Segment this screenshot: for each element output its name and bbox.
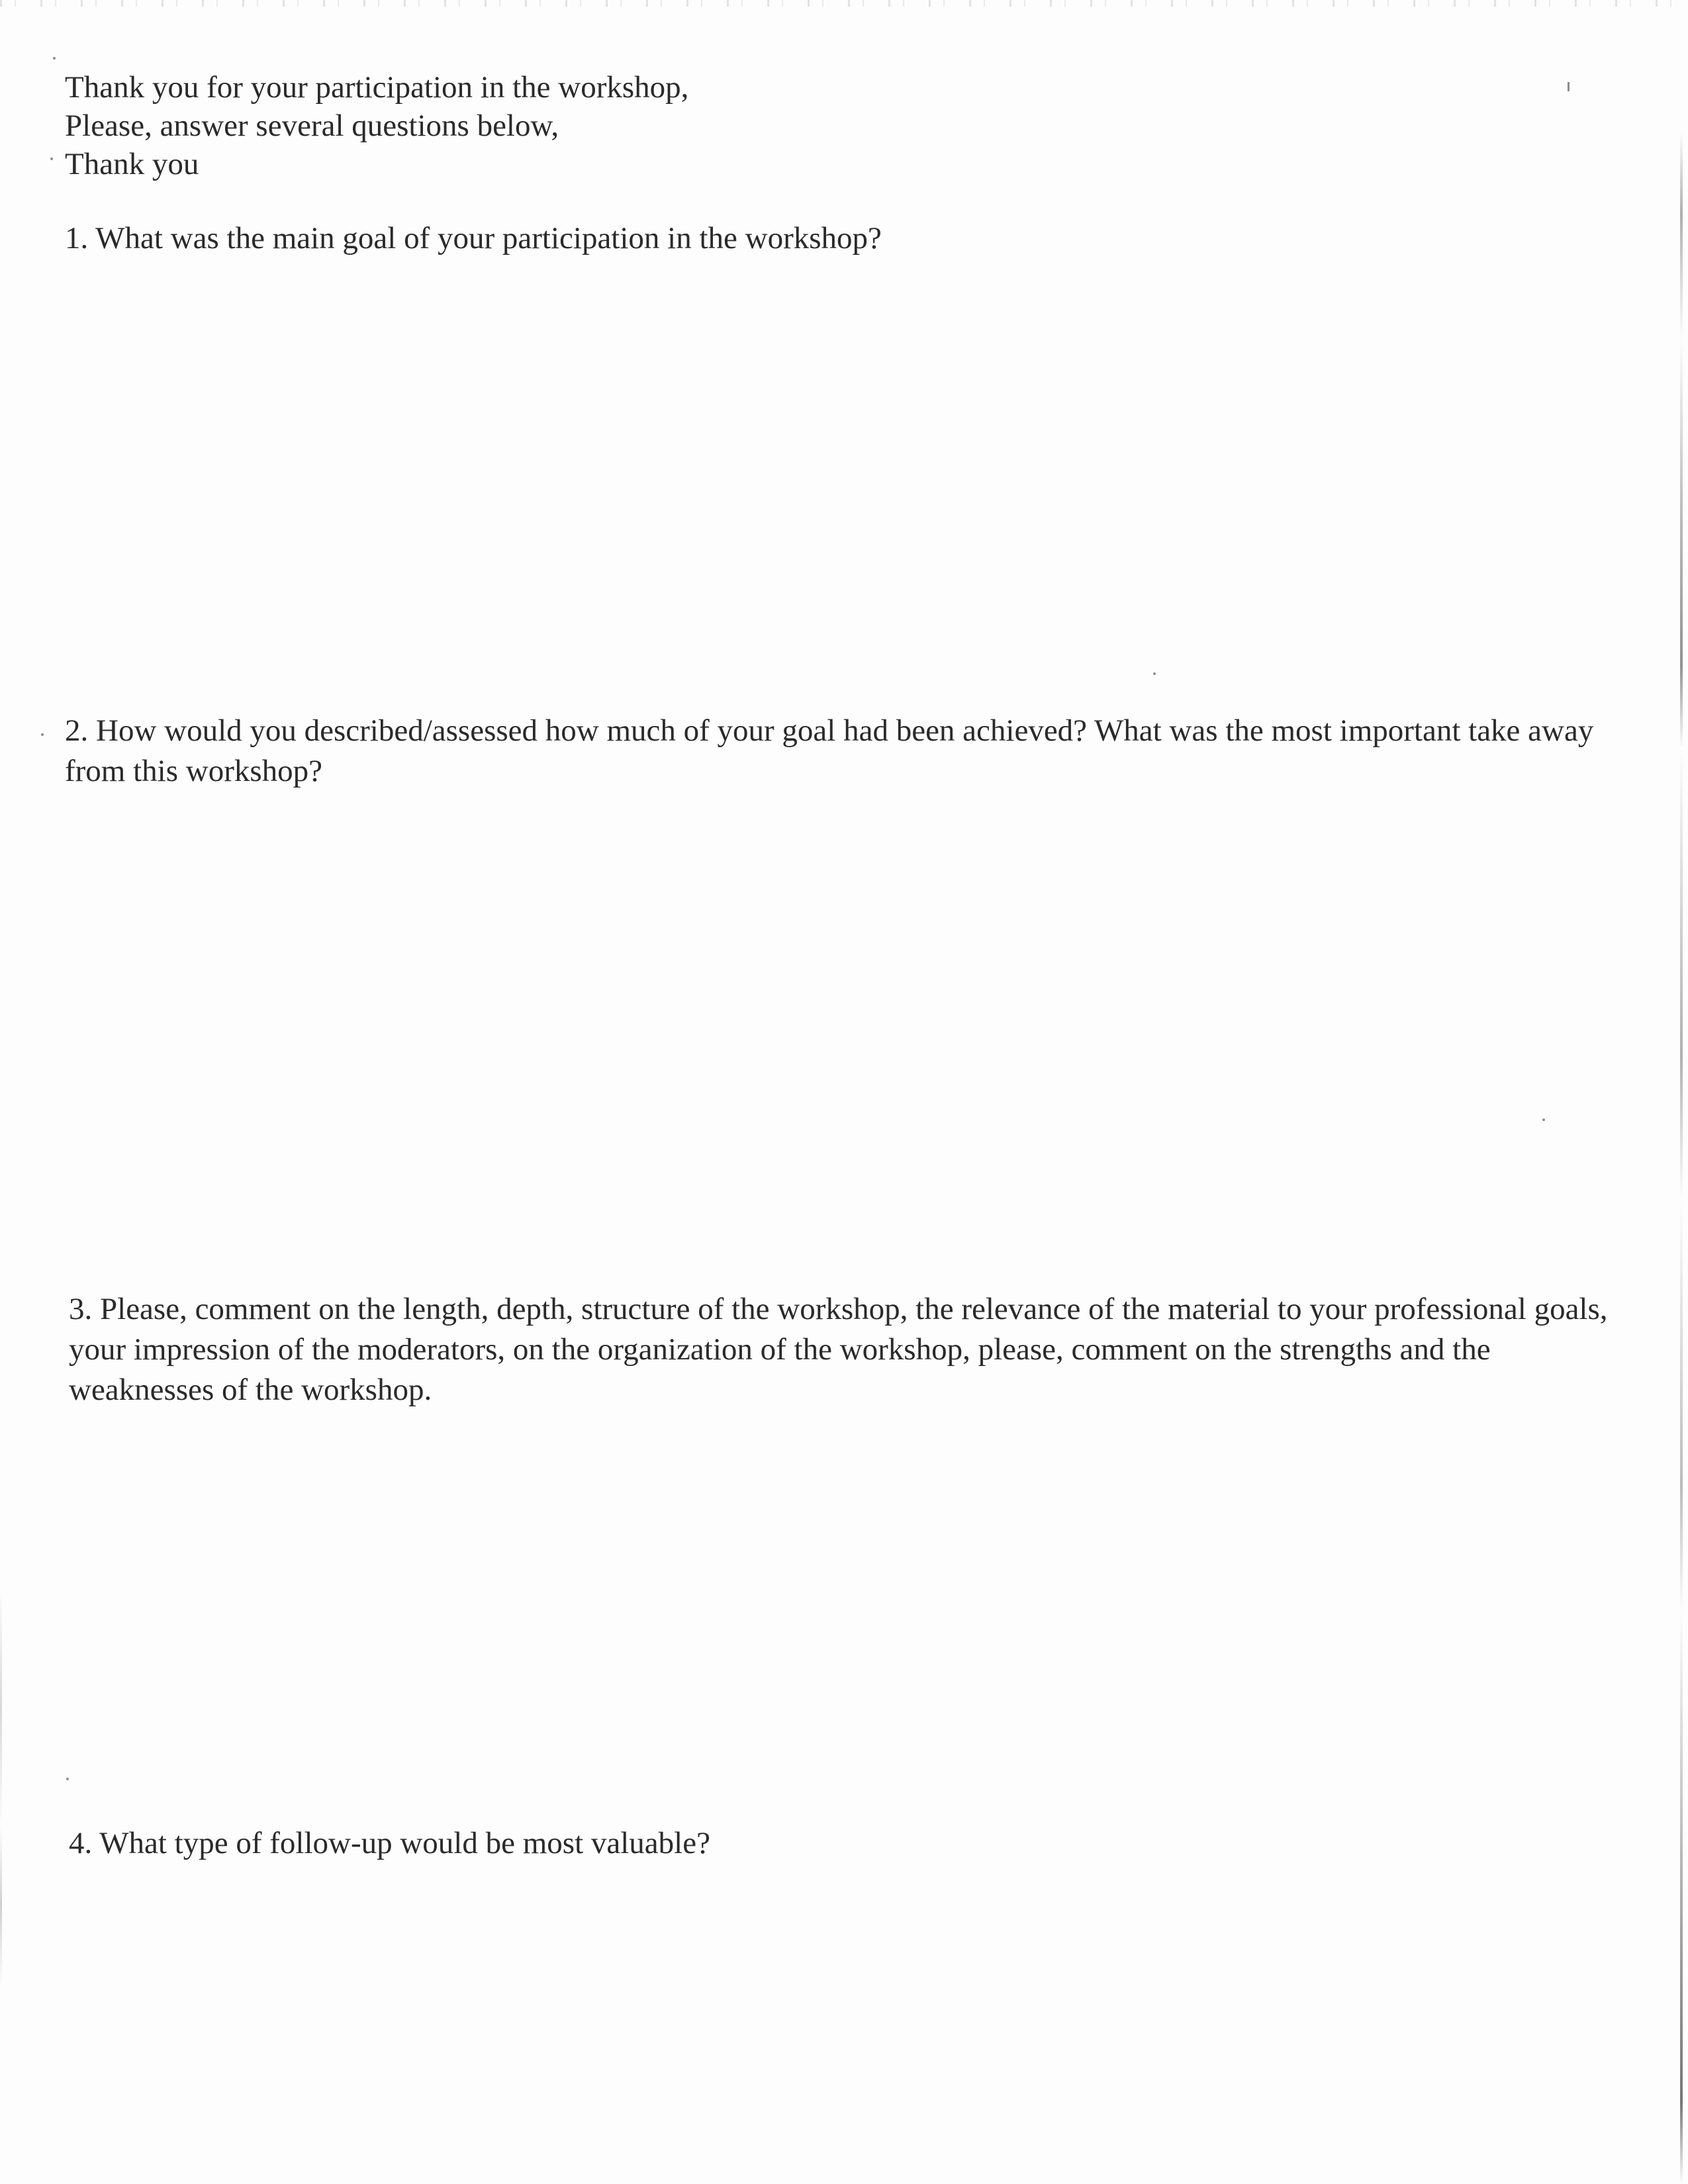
answer-area-4[interactable] [65,1880,1614,2144]
question-4: 4. What type of follow-up would be most valuable? [69,1826,710,1860]
intro-closing: Thank you [65,147,199,181]
question-1: 1. What was the main goal of your participation in the workshop? [65,221,882,255]
answer-area-2[interactable] [65,807,1614,1271]
answer-area-1[interactable] [65,271,1614,695]
scan-speck [50,158,53,160]
answer-area-3[interactable] [65,1423,1614,1794]
intro-instructions: Please, answer several questions below, [65,109,559,143]
scan-speck [66,1778,69,1780]
scan-edge-artifact [1680,132,1683,2184]
scan-edge-artifact [0,0,1688,7]
scan-speck [1568,82,1570,91]
scan-speck [1542,1118,1545,1121]
scan-speck [53,57,56,60]
scan-speck [41,733,44,736]
question-3: 3. Please, comment on the length, depth, structure of the workshop, the relevance of the material to your professional goals, your impression of the moderators, on the organization of the workshop, please, comment on the strengths and the weaknesses of the workshop. [69,1292,1608,1407]
question-2: 2. How would you described/assessed how much of your goal had been achieved? What was the most important take away from this workshop? [65,713,1594,788]
scan-speck [1153,672,1156,675]
intro-thanks: Thank you for your participation in the workshop, [65,70,689,105]
scan-edge-artifact [0,1588,2,1985]
